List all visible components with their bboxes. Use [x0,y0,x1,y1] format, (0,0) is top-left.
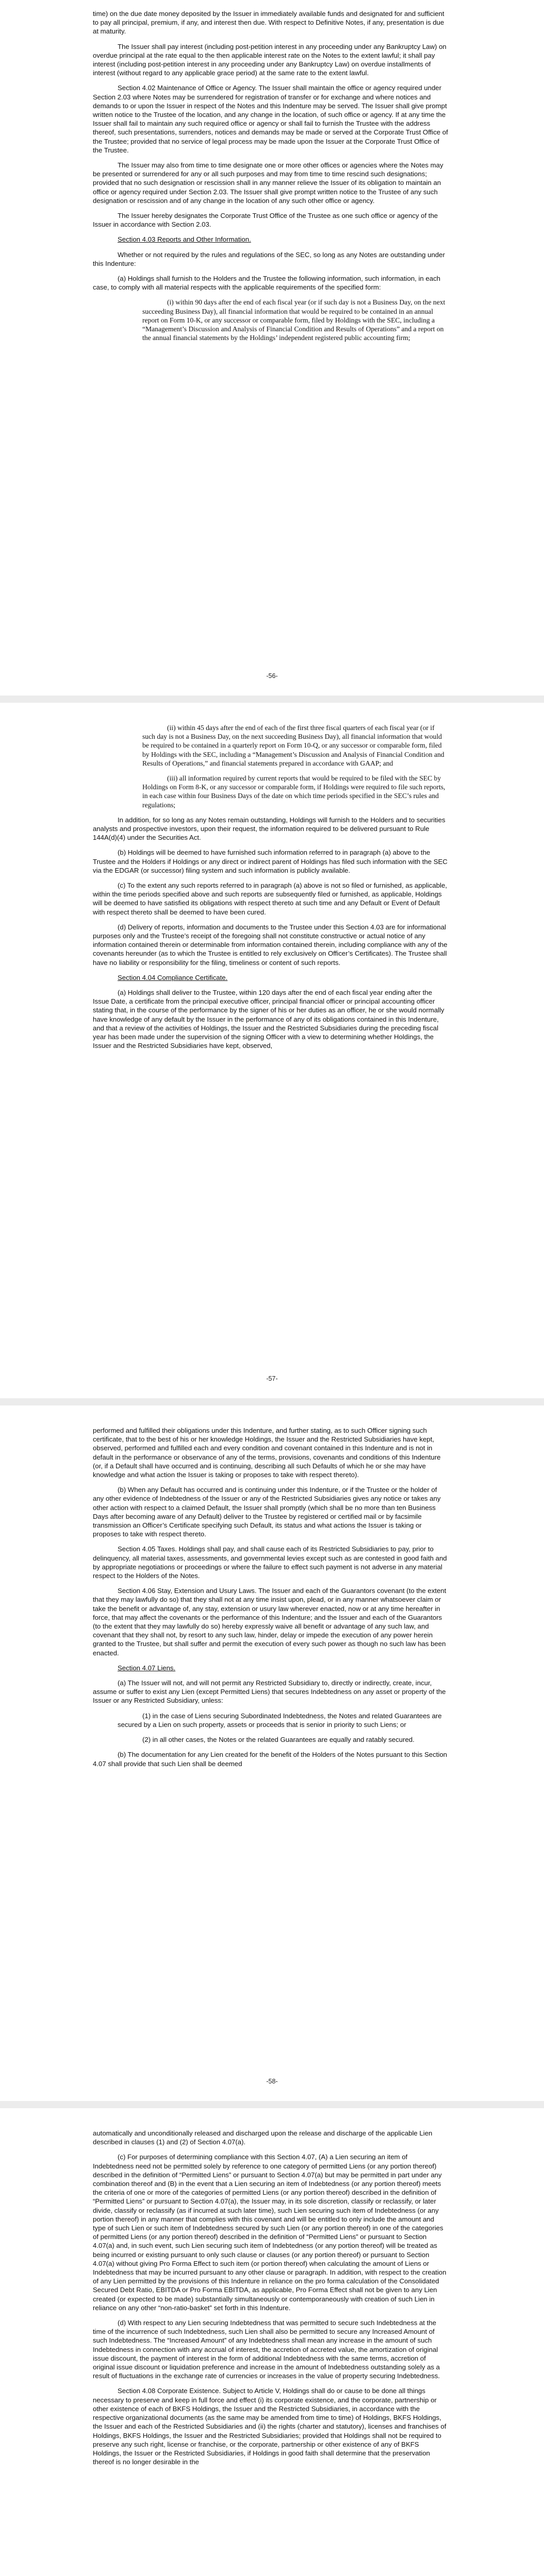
clause-a: (a) Holdings shall deliver to the Trustee, within 120 days after the end of each fiscal year ending after the Issue Date, a certificate from the principal executive officer, principal financial officer or principal accounting officer stating that, in the course of the performance by the signer of his or her duties as an officer, he or she would normally have knowledge of any default by the Issuer in the performance of any of its obligations contained in this Indenture, and that a review of the activities of Holdings, the Issuer and the Restricted Subsidiaries during the preceding fiscal year has been made under the supervision of the signing Officer with a view to determining whether Holdings, the Issuer and the Restricted Subsidiaries have kept, observed, [93,989,444,1050]
clause-c: (c) For purposes of determining compliance with this Section 4.07, (A) a Lien securing an item of Indebtedness need not be permitted solely by reference to one category of permitted Liens (or any portion thereof) described in the definition of “Permitted Liens” or pursuant to Section 4.07(a) but may be permitted in part under any combination thereof and (B) in the event that a Lien securing an item of Indebtedness (or any portion thereof) meets the criteria of one or more of the categories of permitted Liens (or any portion thereof) described in the definition of “Permitted Liens” or pursuant to Section 4.07(a), the Issuer may, in its sole discretion, classify or reclassify, or later divide, classify or reclassify (as if incurred at such later time), such Lien securing such item of Indebtedness (or any portion thereof) in any manner that complies with this covenant and will be entitled to only include the amount and type of such Lien or such item of Indebtedness secured by such Lien (or any portion thereof) in one of the categories of permitted Liens (or any portion thereof) described in the definition of “Permitted Liens” or pursuant to Section 4.07(a) and, in such event, such Lien securing such item of Indebtedness (or any portion thereof) will be treated as being incurred or existing pursuant to only such clause or clauses (or any portion thereof) or pursuant to Section 4.07(a) without giving Pro Forma Effect to such item (or portion thereof) when calculating the amount of Liens or Indebtedness that may be incurred pursuant to any other clause or paragraph. In addition, with respect to the creation of any Lien permitted by the provisions of this Indenture in reliance on the pro forma calculation of the Consolidated Secured Debt Ratio, EBITDA or Pro Forma EBITDA, as applicable, Pro Forma Effect shall not be given to any Lien created (or expected to be made) substantially simultaneously or contemporaneously with creation of such Lien in reliance on any other “non-ratio-basket” set forth in this Indenture. [93,2153,447,2312]
section-4-06-paragraph: Section 4.06 Stay, Extension and Usury Laws. The Issuer and each of the Guarantors covenant (to the extent that they may lawfully do so) that they shall not at any time insist upon, plead, or in any manner whatsoever claim or take the benefit or advantage of, any stay, extension or usury law wherever enacted, now or at any time hereafter in force, that may affect the covenants or the performance of this Indenture; and the Issuer and each of the Guarantors (to the extent that they may lawfully do so) hereby expressly waive all benefit or advantage of any such law, and covenant that they shall not, by resort to any such law, hinder, delay or impede the execution of any power herein granted to the Trustee, but shall suffer and permit the execution of every such power as though no such law has been enacted. [93,1587,447,1657]
page-number: -57- [266,1375,278,1382]
paragraph: The Issuer shall pay interest (including post-petition interest in any proceeding under any Bankruptcy Law) on overdue principal at the rate equal to the then applicable interest rate on the Notes to the extent lawful; it shall pay interest (including post-petition interest in any proceeding under any Bankruptcy Law) on overdue installments of interest (without regard to any applicable grace period) at the same rate to the extent lawful. [93,42,447,77]
page-separator [0,696,544,703]
paragraph: automatically and unconditionally released and discharged upon the release and discharge of the applicable Lien described in clauses (1) and (2) of Section 4.07(a). [93,2129,433,2146]
page-separator [0,2101,544,2108]
clause-d: (d) Delivery of reports, information and documents to the Trustee under this Section 4.03 are for informational purposes only and the Trustee’s receipt of the foregoing shall not constitute constructive or actual notice of any information contained therein or determinable from information contained therein, including compliance with any of the covenants hereunder (as to which the Trustee is entitled to rely exclusively on Officer’s Certificates). The Trustee shall have no liability or responsibility for the filing, timeliness or content of such reports. [93,923,448,967]
clause-a: (a) The Issuer will not, and will not permit any Restricted Subsidiary to, directly or indirectly, create, incur, assume or suffer to exist any Lien (except Permitted Liens) that secures Indebtedness on any asset or property of the Issuer or any Restricted Subsidiary, unless: [93,1679,446,1705]
page-number: -56- [266,672,278,680]
section-4-08-paragraph: Section 4.08 Corporate Existence. Subject to Article V, Holdings shall do or cause to be done all things necessary to preserve and keep in full force and effect (i) its corporate existence, and the corporate, partnership or other existence of each of BKFS Holdings, the Issuer and the Restricted Subsidiaries, in accordance with the respective organizational documents (as the same may be amended from time to time) of Holdings, BKFS Holdings, the Issuer and each of the Restricted Subsidiaries and (ii) the rights (charter and statutory), licenses and franchises of Holdings, BKFS Holdings, the Issuer and the Restricted Subsidiaries; provided that Holdings shall not be required to preserve any such right, license or franchise, or the corporate, partnership or other existence of any of BKFS Holdings, the Issuer or the Restricted Subsidiaries, if Holdings in good faith shall determine that the preservation thereof is no longer desirable in the [93,2387,447,2466]
clause-d: (d) With respect to any Lien securing Indebtedness that was permitted to secure such Indebtedness at the time of the incurrence of such Indebtedness, such Lien shall also be permitted to secure any Increased Amount of such Indebtedness. The “Increased Amount” of any Indebtedness shall mean any increase in the amount of such Indebtedness in connection with any accrual of interest, the accretion of accreted value, the amortization of original issue discount, the payment of interest in the form of additional Indebtedness with the same terms, accretion of original issue discount or liquidation preference and increase in the amount of Indebtedness outstanding solely as a result of fluctuations in the exchange rate of currencies or increases in the value of property securing Indebtedness. [93,2319,440,2380]
clause-1: (1) in the case of Liens securing Subordinated Indebtedness, the Notes and related Guarantees are secured by a Lien on such property, assets or proceeds that is senior in priority to such Liens; or [118,1711,442,1728]
section-4-02-paragraph: Section 4.02 Maintenance of Office or Agency. The Issuer shall maintain the office or agency required under Section 2.03 where Notes may be surrendered for registration of transfer or for exchange and where notices and demands to or upon the Issuer in respect of the Notes and this Indenture may be served. The Issuer shall give prompt written notice to the Trustee of the location, and any change in the location, of such office or agency. If at any time the Issuer shall fail to maintain any such required office or agency or shall fail to furnish the Trustee with the address thereof, such presentations, surrenders, notices and demands may be made or served at the Corporate Trust Office of the Trustee; provided that no service of legal process may be made upon the Issuer at the Corporate Trust Office of the Trustee. [93,84,448,154]
paragraph: Whether or not required by the rules and regulations of the SEC, so long as any Notes are outstanding under this Indenture: [93,250,445,267]
clause-b: (b) Holdings will be deemed to have furnished such information referred to in paragraph (a) above to the Trustee and the Holders if Holdings or any direct or indirect parent of Holdings has filed such information with the SEC via the EDGAR (or successor) filing system and such information is publicly available. [93,849,448,874]
clause-iii: (iii) all information required by current reports that would be required to be filed with the SEC by Holdings on Form 8-K, or any successor or comparable form, if Holdings were required to file such reports, in each case within four Business Days of the date on which time periods specified in the SEC’s rules and regulations; [142,774,446,809]
section-4-05-paragraph: Section 4.05 Taxes. Holdings shall pay, and shall cause each of its Restricted Subsidiaries to pay, prior to delinquency, all material taxes, assessments, and governmental levies except such as are contested in good faith and by appropriate negotiations or proceedings or where the failure to effect such payment is not adverse in any material respect to the Holders of the Notes. [93,1545,447,1580]
clause-i: (i) within 90 days after the end of each fiscal year (or if such day is not a Business Day, on the next succeeding Business Day), all financial information that would be required to be contained in an annual report on Form 10-K, or any successor or comparable form, filed by Holdings with the SEC, including a “Management’s Discussion and Analysis of Financial Condition and Results of Operations” and a report on the annual financial statements by the Holdings’ independent registered public accounting firm; [142,298,446,342]
paragraph: The Issuer hereby designates the Corporate Trust Office of the Trustee as one such office or agency of the Issuer in accordance with Section 2.03. [93,212,438,229]
page-57-body [93,723,449,1057]
section-4-07-heading: Section 4.07 Liens. [118,1664,176,1672]
clause-b: (b) When any Default has occurred and is continuing under this Indenture, or if the Trustee or the holder of any other evidence of Indebtedness of the Issuer or any of the Restricted Subsidiaries gives any notice or takes any other action with respect to a claimed Default, the Issuer shall promptly (which shall be no more than ten Business Days after becoming aware of any Default) deliver to the Trustee by registered or certified mail or by facsimile transmission an Officer’s Certificate specifying such Default, its status and what actions the Issuer is taking or proposes to take with respect thereto. [93,1486,441,1538]
page-separator [0,1398,544,1405]
page-number: -58- [266,2078,278,2085]
clause-a: (a) Holdings shall furnish to the Holders and the Trustee the following information, such information, in each case, to comply with all material respects with the applicable requirements of the specified form: [93,275,441,292]
page-59-body [93,2129,449,2472]
paragraph: time) on the due date money deposited by the Issuer in immediately available funds and designated for and sufficient to pay all principal, premium, if any, and interest then due. With respect to Definitive Notes, if any, presentation is due at maturity. [93,10,444,36]
section-4-04-heading: Section 4.04 Compliance Certificate. [118,973,228,981]
page-58 [0,1405,544,2101]
clause-b: (b) The documentation for any Lien created for the benefit of the Holders of the Notes pursuant to this Section 4.07 shall provide that such Lien shall be deemed [93,1751,447,1768]
page-57 [0,703,544,1398]
clause-2: (2) in all other cases, the Notes or the related Guarantees are equally and ratably secured. [142,1736,415,1744]
page-58-body [93,1426,449,1774]
clause-c: (c) To the extent any such reports referred to in paragraph (a) above is not so filed or furnished, as applicable, within the time periods specified above and such reports are subsequently filed or furnished, as applicable, Holdings will be deemed to have satisfied its obligations with respect thereto at such time and any Default or Event of Default with respect thereto shall be deemed to have been cured. [93,882,447,916]
page-56 [0,0,544,696]
paragraph: The Issuer may also from time to time designate one or more other offices or agencies where the Notes may be presented or surrendered for any or all such purposes and may from time to time rescind such designations; provided that no such designation or rescission shall in any manner relieve the Issuer of its obligation to maintain an office or agency required under Section 2.03. The Issuer shall give prompt written notice to the Trustee of any such designation or rescission and of any change in the location of any such other office or agency. [93,161,443,205]
paragraph: performed and fulfilled their obligations under this Indenture, and further stating, as to such Officer signing such certificate, that to the best of his or her knowledge Holdings, the Issuer and the Restricted Subsidiaries have kept, observed, performed and fulfilled each and every condition and covenant contained in this Indenture and is not in default in the performance or observance of any of the terms, provisions, covenants and conditions of this Indenture (or, if a Default shall have occurred and is continuing, describing all such Defaults of which he or she may have knowledge and what action the Issuer is taking or proposes to take with respect thereto). [93,1427,441,1479]
paragraph: In addition, for so long as any Notes remain outstanding, Holdings will furnish to the Holders and to securities analysts and prospective investors, upon their request, the information required to be delivered pursuant to Rule 144A(d)(4) under the Securities Act. [93,816,446,842]
clause-ii: (ii) within 45 days after the end of each of the first three fiscal quarters of each fiscal year (or if such day is not a Business Day, on the next succeeding Business Day), all financial information that would be required to be contained in a quarterly report on Form 10-Q, or any successor or comparable form, filed by Holdings with the SEC, including a “Management’s Discussion and Analysis of Financial Condition and Results of Operations,” and financial statements prepared in accordance with GAAP; and [142,724,444,767]
page-56-body [93,9,449,349]
section-4-03-heading: Section 4.03 Reports and Other Information. [118,235,251,244]
page-59 [0,2108,544,2576]
